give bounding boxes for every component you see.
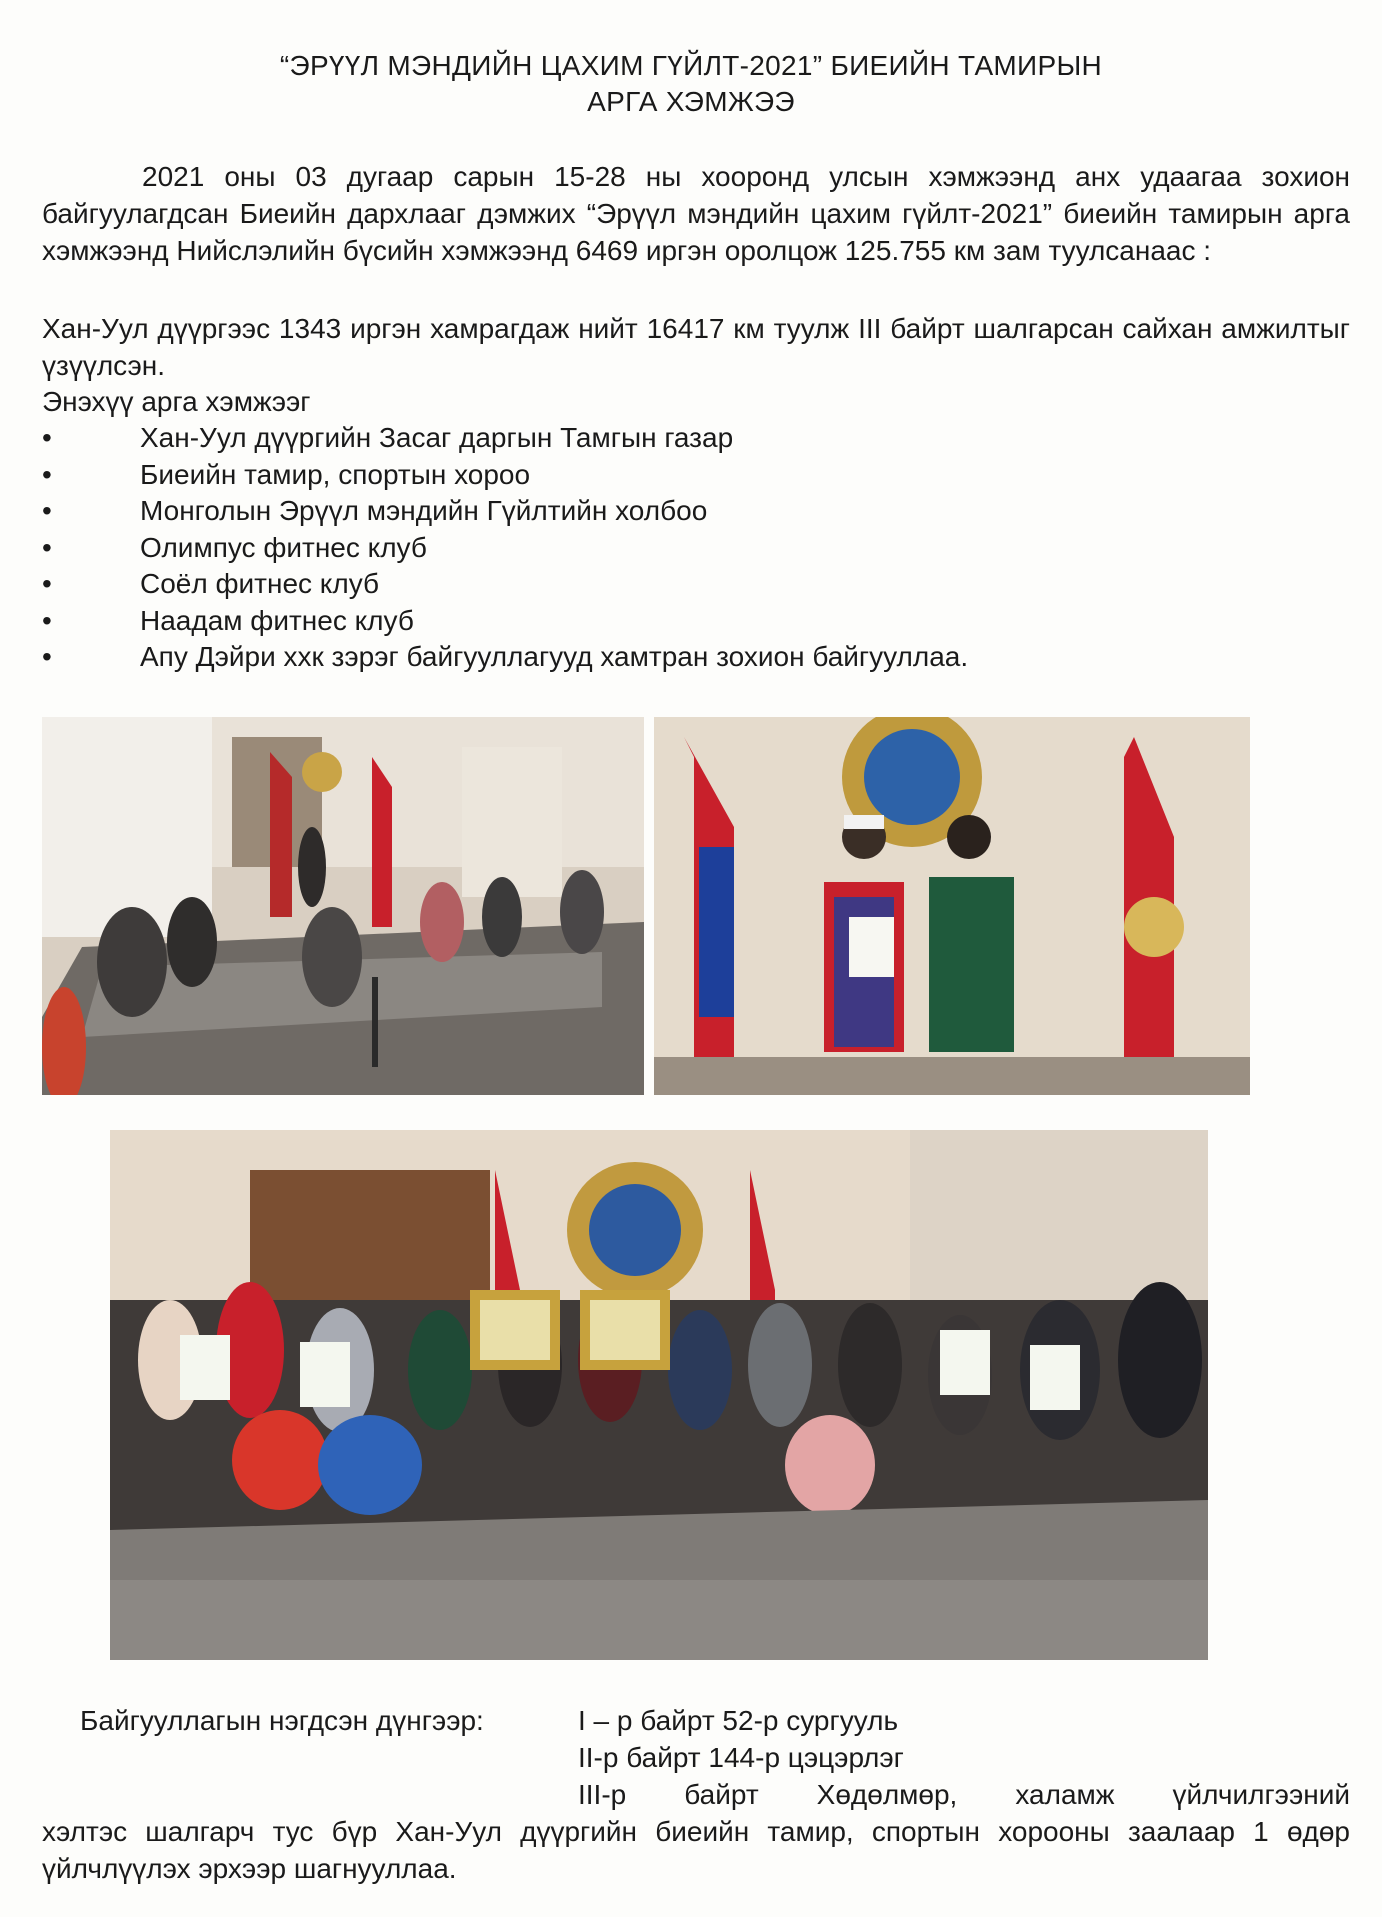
list-item: • Биеийн тамир, спортын хороо: [42, 457, 1342, 494]
list-item: • Монголын Эрүүл мэндийн Гүйлтийн холбоо: [42, 493, 1342, 530]
first-place: I – р байрт 52-р сургууль: [578, 1705, 899, 1736]
list-item: • Хан-Уул дүүргийн Засаг даргын Тамгын газар: [42, 420, 1342, 457]
bullet-icon: •: [42, 422, 52, 453]
meeting-room-photo: [42, 717, 644, 1095]
district-paragraph: Хан-Уул дүүргээс 1343 иргэн хамрагдаж нийт 16417 км туулж III байрт шалгарсан сайхан амжилтыг үзүүлсэн.: [42, 313, 1350, 381]
document-title: [0, 48, 1382, 120]
list-item: • Соёл фитнес клуб: [42, 566, 1342, 603]
third-place: [42, 1776, 1350, 1887]
third-place-start: III-р байрт Хөдөлмөр, халамж үйлчилгээний: [578, 1779, 1350, 1810]
bullet-icon: •: [42, 458, 52, 490]
bullet-icon: •: [42, 604, 52, 636]
list-item: • Апу Дэйри ххк зэрэг байгууллагууд хамтран зохион байгууллаа.: [42, 639, 1342, 676]
organizers-list: [42, 420, 1342, 676]
bullet-icon: •: [42, 495, 52, 526]
list-item: • Наадам фитнес клуб: [42, 603, 1342, 640]
title-line-2: АРГА ХЭМЖЭЭ: [587, 86, 795, 117]
group-photo: [110, 1130, 1208, 1660]
organizers-lead: Энэхүү арга хэмжээг: [42, 386, 311, 417]
award-presentation-photo: [654, 717, 1250, 1095]
third-place-rest: хэлтэс шалгарч тус бүр Хан-Уул дүүргийн биеийн тамир, спортын хорооны заалаар 1 өдөр үйлчлүүлэх эрхээр шагнууллаа.: [42, 1816, 1350, 1884]
second-place: II-р байрт 144-р цэцэрлэг: [578, 1742, 904, 1773]
bullet-icon: •: [42, 641, 52, 672]
list-item: • Олимпус фитнес клуб: [42, 530, 1342, 567]
title-line-1: “ЭРҮҮЛ МЭНДИЙН ЦАХИМ ГҮЙЛТ-2021” БИЕИЙН ТАМИРЫН: [279, 50, 1103, 81]
results-label: Байгууллагын нэгдсэн дүнгээр:: [80, 1705, 484, 1736]
bullet-icon: •: [42, 568, 52, 599]
bullet-icon: •: [42, 531, 52, 563]
intro-paragraph: 2021 оны 03 дугаар сарын 15-28 ны хооронд улсын хэмжээнд анх удаагаа зохион байгуулагдсан Биеийн дархлааг дэмжих “Эрүүл мэндийн цахим гүйлт-2021” биеийн тамирын арга хэмжээнд Нийслэлийн бүсийн хэмжээнд 6469 иргэн оролцож 125.755 км зам туулсанаас :: [42, 161, 1350, 266]
